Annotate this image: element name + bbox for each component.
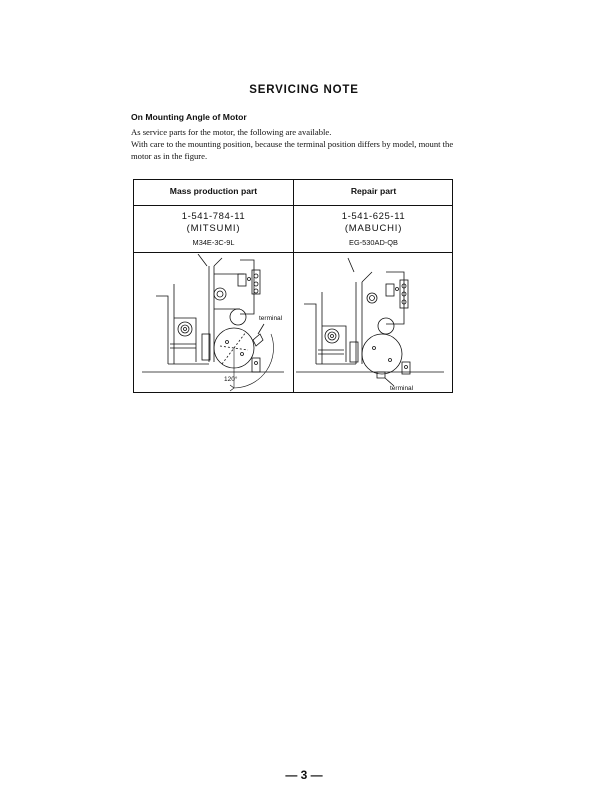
model-repair: EG-530AD-QB (349, 238, 398, 247)
table-header-divider (134, 205, 452, 206)
terminal-label-mass: terminal (259, 315, 283, 322)
manufacturer-mass: (MITSUMI) (186, 223, 241, 234)
figure-mass-production (134, 254, 293, 392)
part-number-repair: 1-541-625-11 (341, 211, 406, 222)
part-number-mass: 1-541-784-11 (181, 211, 246, 222)
header-mass-production: Mass production part (169, 186, 258, 196)
page-number: — 3 — (285, 768, 323, 782)
section-subheading: On Mounting Angle of Motor (131, 112, 247, 122)
terminal-label-repair: terminal (390, 385, 414, 392)
parts-table (133, 179, 453, 393)
header-repair: Repair part (350, 186, 397, 196)
page-title: SERVICING NOTE (249, 84, 359, 96)
table-info-divider (134, 252, 452, 253)
manufacturer-repair: (MABUCHI) (344, 223, 403, 234)
intro-paragraph: As service parts for the motor, the following are available. (131, 127, 332, 137)
model-mass: M34E-3C-9L (192, 238, 235, 247)
angle-label-mass: 120° (224, 376, 238, 383)
instruction-paragraph: With care to the mounting position, because the terminal position differs by model, mount the motor as in the figure. (131, 139, 454, 161)
figure-repair (294, 254, 453, 392)
motor-diagram-repair (294, 254, 453, 392)
motor-diagram-mass (134, 254, 293, 392)
